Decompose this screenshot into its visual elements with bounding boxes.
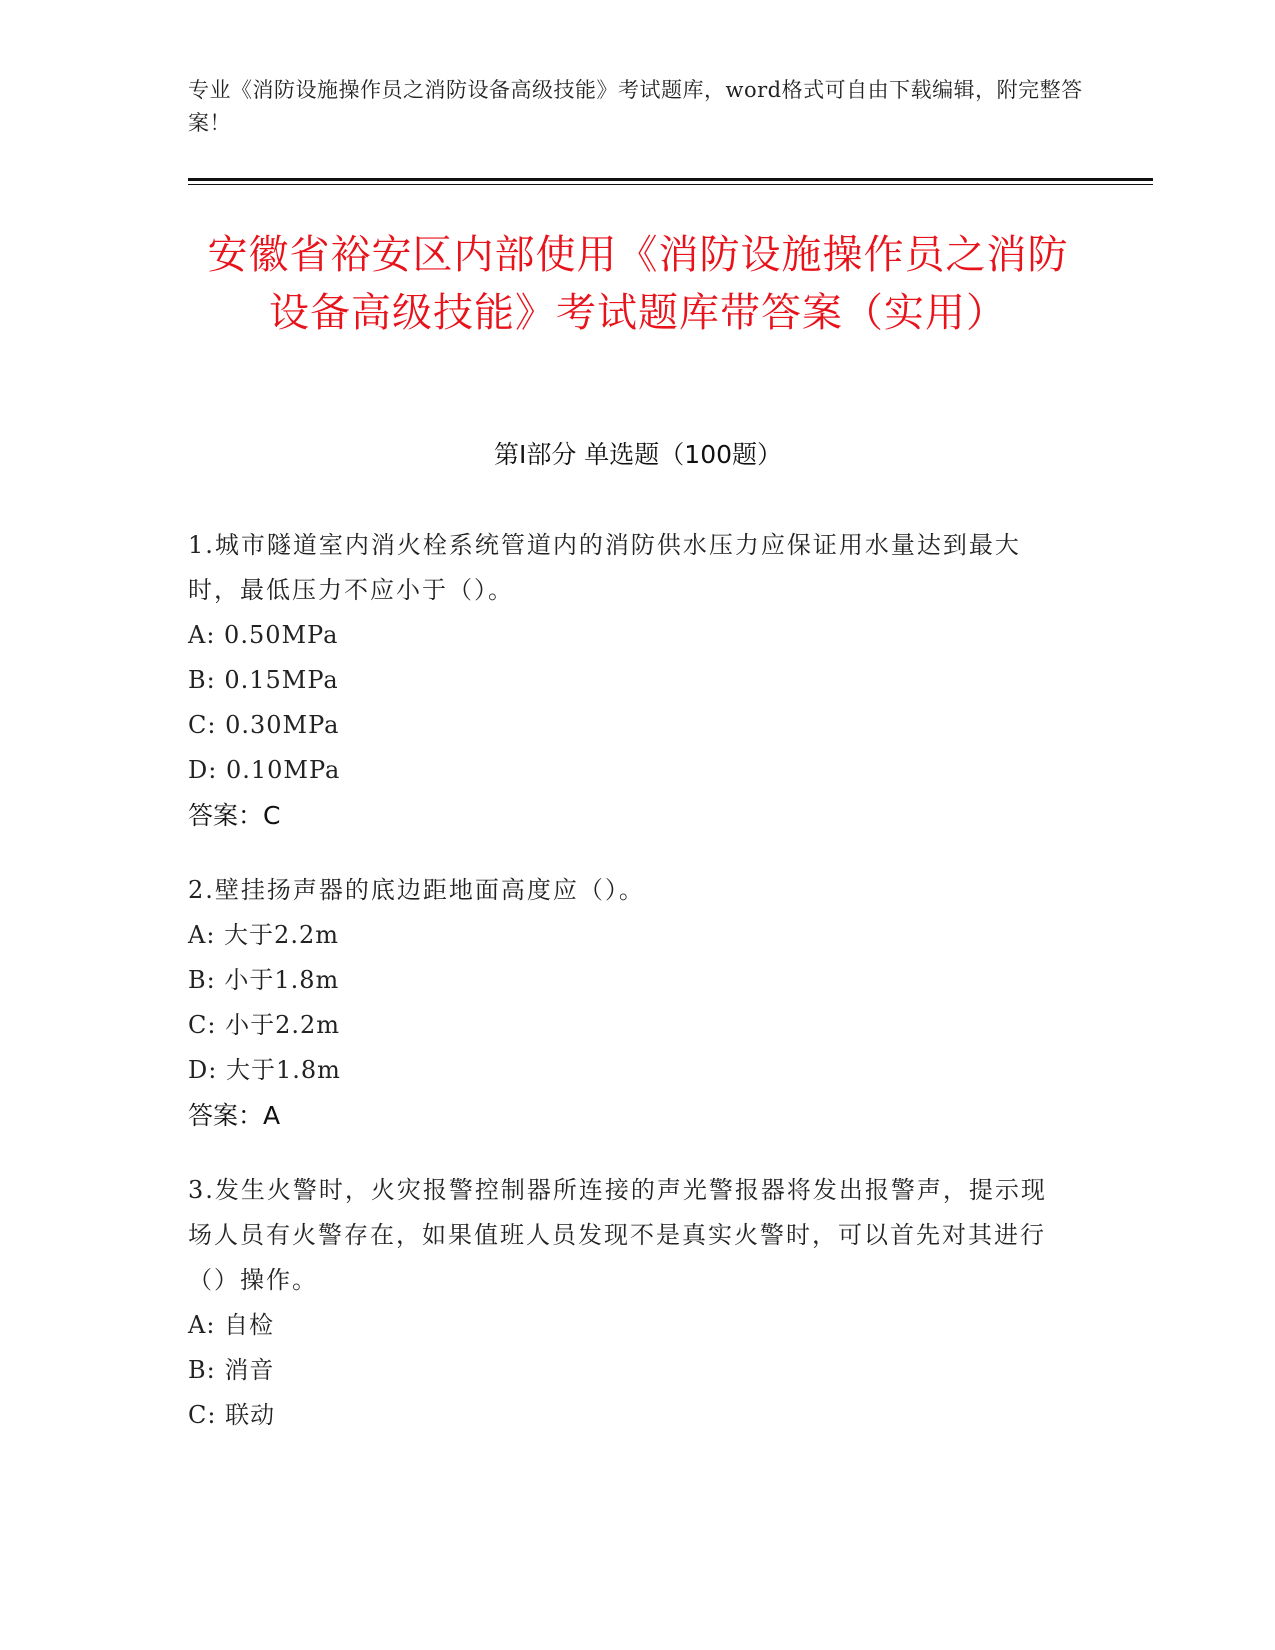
option-d: D: 0.10MPa: [188, 756, 341, 784]
option-c: C: 0.30MPa: [188, 711, 340, 739]
option-c: C: 小于2.2m: [188, 1011, 341, 1039]
option-d: D: 大于1.8m: [188, 1056, 341, 1084]
header-note: 专业《消防设施操作员之消防设备高级技能》考试题库，word格式可自由下载编辑，附完整答案！: [188, 78, 1083, 135]
section-heading: 第I部分 单选题（100题）: [493, 440, 783, 469]
question-stem: 2.壁挂扬声器的底边距地面高度应（）。: [188, 876, 645, 904]
option-a: A: 0.50MPa: [188, 621, 339, 649]
option-b: B: 0.15MPa: [188, 666, 339, 694]
question-stem: 3.发生火警时，火灾报警控制器所连接的声光警报器将发出报警声，提示现场人员有火警存在，如果值班人员发现不是真实火警时，可以首先对其进行（）操作。: [188, 1176, 1047, 1294]
question-2: [188, 868, 1068, 1138]
question-list: [188, 523, 1068, 1468]
option-c: C: 联动: [188, 1401, 276, 1429]
option-b: B: 小于1.8m: [188, 966, 340, 994]
header-divider-thick: [188, 178, 1153, 181]
question-stem: 1.城市隧道室内消火栓系统管道内的消防供水压力应保证用水量达到最大时，最低压力不应小于（）。: [188, 531, 1021, 604]
answer-line: 答案：C: [188, 801, 281, 830]
header-divider-thin: [188, 184, 1153, 185]
document-title: 安徽省裕安区内部使用《消防设施操作员之消防设备高级技能》考试题库带答案（实用）: [207, 232, 1069, 336]
answer-line: 答案：A: [188, 1101, 281, 1130]
question-3: [188, 1168, 1068, 1438]
question-1: [188, 523, 1068, 838]
option-a: A: 自检: [188, 1311, 275, 1339]
option-b: B: 消音: [188, 1356, 275, 1384]
option-a: A: 大于2.2m: [188, 921, 339, 949]
